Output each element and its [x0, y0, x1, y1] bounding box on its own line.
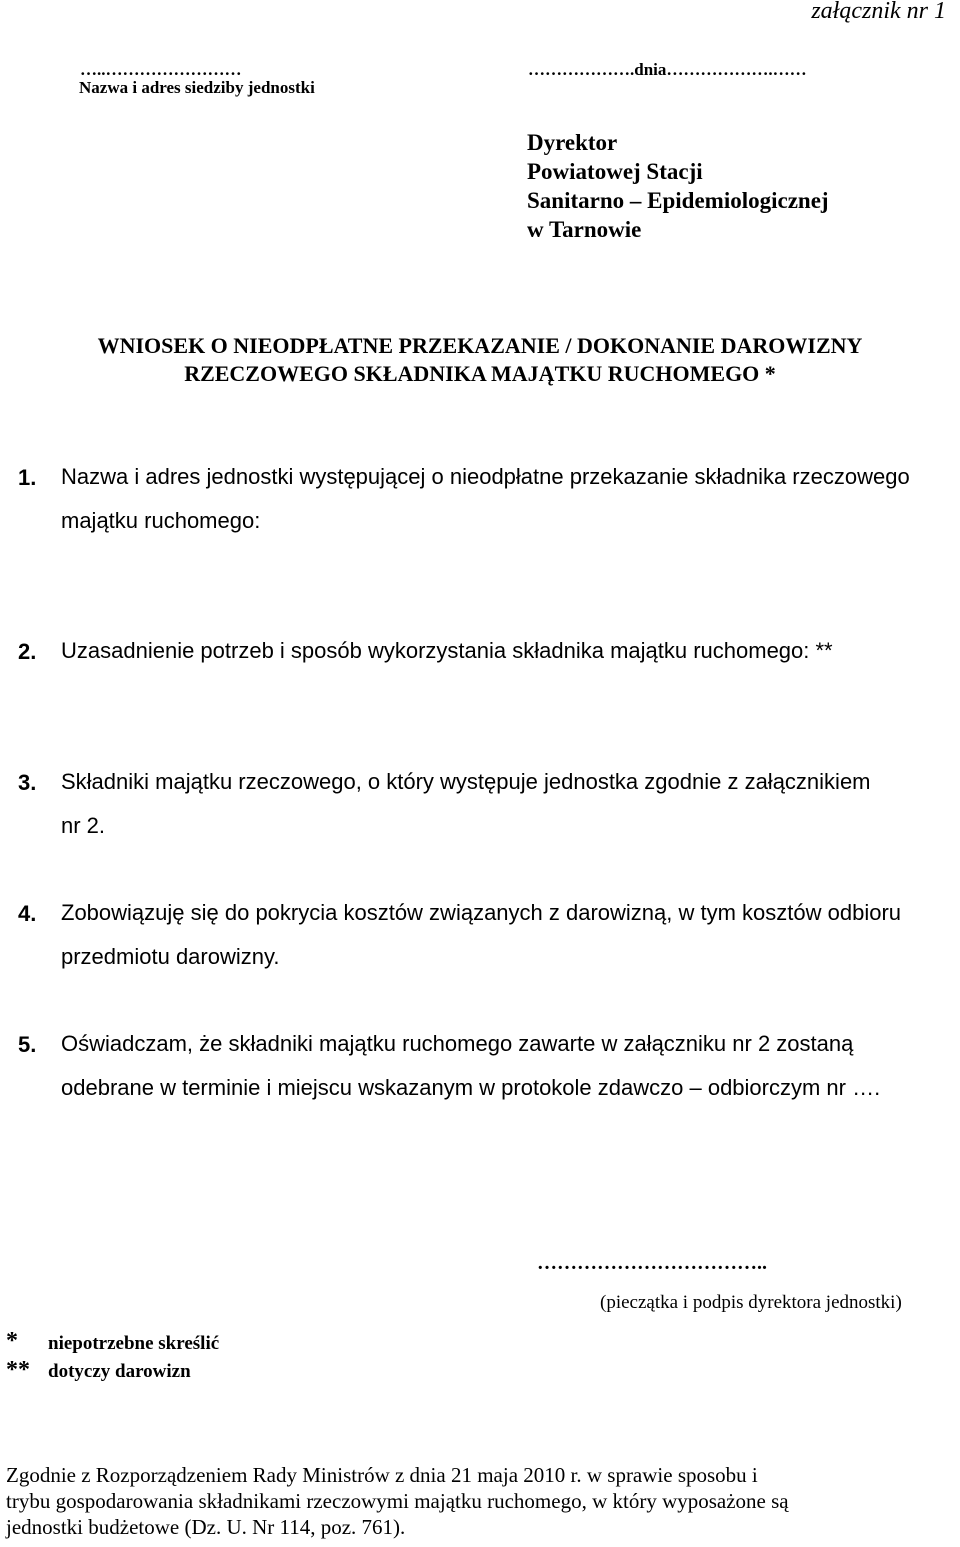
- item-1-line-2: majątku ruchomego:: [61, 508, 261, 533]
- item-2-text: [61, 629, 956, 673]
- item-2-line-1: Uzasadnienie potrzeb i sposób wykorzystania składnika majątku ruchomego: **: [61, 638, 833, 663]
- addressee-line: Sanitarno – Epidemiologicznej: [527, 188, 829, 213]
- item-3-line-2: nr 2.: [61, 813, 106, 838]
- footnote-1-text: niepotrzebne skreślić: [48, 1333, 220, 1354]
- legal-line-1: Zgodnie z Rozporządzeniem Rady Ministrów z dnia 21 maja 2010 r. w sprawie sposobu i: [6, 1463, 758, 1487]
- item-5-number: 5.: [18, 1032, 37, 1057]
- item-4-line-2: przedmiotu darowizny.: [61, 944, 280, 969]
- item-4-line-1: Zobowiązuję się do pokrycia kosztów związanych z darowizną, w tym kosztów odbioru: [61, 900, 902, 925]
- unit-name-label: Nazwa i adres siedziby jednostki: [79, 78, 315, 97]
- item-3-text: [61, 760, 956, 848]
- addressee-line: w Tarnowie: [527, 217, 642, 242]
- item-1-text: [61, 455, 956, 543]
- title-line-2: RZECZOWEGO SKŁADNIKA MAJĄTKU RUCHOMEGO *: [184, 361, 776, 386]
- annex-number: załącznik nr 1: [811, 0, 946, 24]
- item-5-line-2: odebrane w terminie i miejscu wskazanym w protokole zdawczo – odbiorczym nr ….: [61, 1075, 881, 1100]
- addressee-line: Dyrektor: [527, 130, 618, 155]
- item-3-line-1: Składniki majątku rzeczowego, o który występuje jednostka zgodnie z załącznikiem: [61, 769, 871, 794]
- item-4-number: 4.: [18, 901, 37, 926]
- legal-line-3: jednostki budżetowe (Dz. U. Nr 114, poz. 761).: [6, 1515, 406, 1539]
- addressee-block: [527, 128, 829, 244]
- addressee-line: Powiatowej Stacji: [527, 159, 703, 184]
- item-2-number: 2.: [18, 639, 37, 664]
- legal-line-2: trybu gospodarowania składnikami rzeczowymi majątku ruchomego, w który wyposażone są: [6, 1489, 789, 1513]
- item-5-line-1: Oświadczam, że składniki majątku ruchomego zawarte w załączniku nr 2 zostaną: [61, 1031, 854, 1056]
- footnote-1-mark: *: [6, 1328, 18, 1354]
- item-1-line-1: Nazwa i adres jednostki występującej o nieodpłatne przekazanie składnika rzeczowego: [61, 464, 910, 489]
- title-line-1: WNIOSEK O NIEODPŁATNE PRZEKAZANIE / DOKONANIE DAROWIZNY: [97, 333, 863, 358]
- footnote-2-mark: **: [6, 1357, 30, 1383]
- item-5-text: [61, 1022, 956, 1110]
- item-4-text: [61, 891, 956, 979]
- legal-basis: [6, 1462, 789, 1540]
- signature-label: (pieczątka i podpis dyrektora jednostki): [600, 1292, 902, 1313]
- date-line: ……………….dnia……………….……: [528, 60, 807, 79]
- document-title: [0, 332, 960, 388]
- item-1-number: 1.: [18, 465, 37, 490]
- unit-name-dots: …..……………………: [80, 60, 242, 79]
- signature-dots: ……………………………..: [537, 1252, 767, 1274]
- item-3-number: 3.: [18, 770, 37, 795]
- footnote-2-text: dotyczy darowizn: [48, 1361, 191, 1382]
